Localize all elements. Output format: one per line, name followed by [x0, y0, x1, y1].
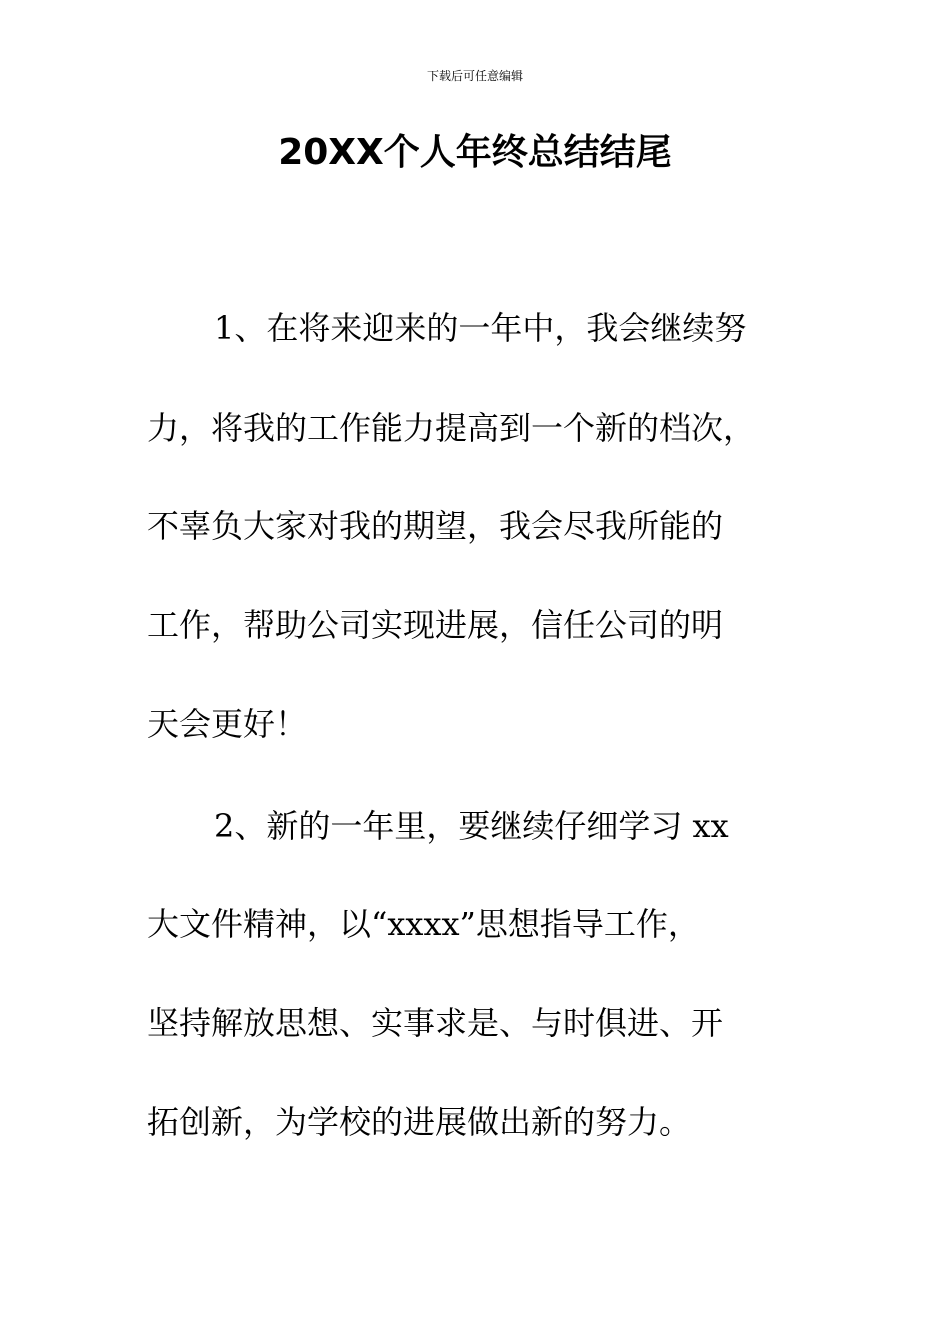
paragraph-2-line-3: 坚持解放思想、实事求是、与时俱进、开: [147, 1004, 724, 1042]
header-note: 下载后可任意编辑: [426, 69, 523, 83]
paragraph-1-line-1: 1、在将来迎来的一年中，我会继续努: [214, 309, 747, 347]
paragraph-1-line-4: 工作，帮助公司实现进展，信任公司的明: [147, 606, 724, 644]
paragraph-1-line-3: 不辜负大家对我的期望，我会尽我所能的: [147, 507, 724, 545]
paragraph-2-line-4: 拓创新，为学校的进展做出新的努力。: [147, 1103, 692, 1141]
document-title: 20XX个人年终总结结尾: [278, 132, 672, 173]
paragraph-1-line-2: 力，将我的工作能力提高到一个新的档次，: [147, 409, 756, 447]
paragraph-1-line-5: 天会更好！: [147, 705, 308, 743]
paragraph-2-line-1: 2、新的一年里，要继续仔细学习 xx: [214, 807, 729, 845]
paragraph-2-line-2: 大文件精神，以“xxxx”思想指导工作，: [147, 905, 700, 943]
